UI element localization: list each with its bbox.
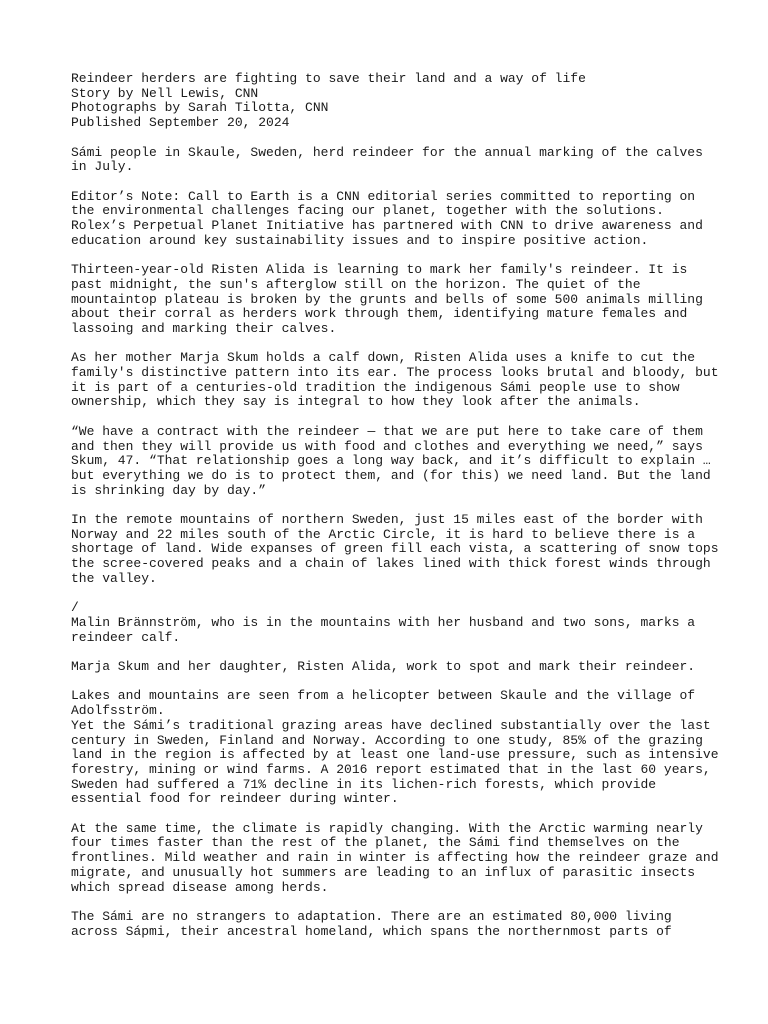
paragraph-5: “We have a contract with the reindeer — that we are put here to take care of them and then they will provide us with food and clothes and everything we need,” says Skum, 47. “That relationship goes a long way back, and it’s difficult to explain … but everything we do is to protect them, and (for this) we need land. But the land is shrinking day by day.” <box>71 423 711 498</box>
caption-block-1: / Malin Brännström, who is in the mountains with her husband and two sons, marks a reindeer calf. <box>71 601 711 645</box>
story-byline: Story by Nell Lewis, CNN <box>71 85 259 101</box>
article-text <box>71 71 719 939</box>
paragraph-1: Sámi people in Skaule, Sweden, herd reindeer for the annual marking of the calves in July. <box>71 144 703 175</box>
paragraph-3: Thirteen-year-old Risten Alida is learning to mark her family's reindeer. It is past midnight, the sun's afterglow still on the horizon. The quiet of the mountaintop plateau is broken by the grunts and bells of some 500 animals milling about their corral as herders work through them, identifying mature females and lassoing and marking their calves. <box>71 262 703 336</box>
separator-slash: / <box>71 600 79 616</box>
paragraph-caption-and-body: Lakes and mountains are seen from a helicopter between Skaule and the village of Adolfsström. Yet the Sámi’s traditional grazing areas have declined substantially over the last century in Sweden, Finland and Norway. According to one study, 85% of the grazing land in the region is affected by at least one land-use pressure, such as intensive forestry, mining or wind farms. A 2016 report estimated that in the last 60 years, Sweden had suffered a 71% decline in its lichen-rich forests, which provide essential food for reindeer during winter. <box>71 688 719 807</box>
photo-byline: Photographs by Sarah Tilotta, CNN <box>71 100 329 116</box>
paragraph-6: In the remote mountains of northern Sweden, just 15 miles east of the border with Norway and 22 miles south of the Arctic Circle, it is hard to believe there is a shortage of land. Wide expanses of green fill each vista, a scattering of snow tops the scree-covered peaks and a chain of lakes lined with thick forest winds through the valley. <box>71 512 719 586</box>
paragraph-adaptation: The Sámi are no strangers to adaptation. There are an estimated 80,000 living across Sápmi, their ancestral homeland, which spans the northernmost parts of <box>71 908 672 939</box>
article-header <box>71 72 711 131</box>
publish-date: Published September 20, 2024 <box>71 115 290 131</box>
paragraph-climate: At the same time, the climate is rapidly changing. With the Arctic warming nearly four times faster than the rest of the planet, the Sámi find themselves on the frontlines. Mild weather and rain in winter is affecting how the reindeer graze and migrate, and unusually hot summers are leading to an influx of parasitic insects which spread disease among herds. <box>71 820 719 895</box>
paragraph-2: Editor’s Note: Call to Earth is a CNN editorial series committed to reporting on the environmental challenges facing our planet, together with the solutions. Rolex’s Perpetual Planet Initiative has partnered with CNN to drive awareness and education around key sustainability issues and to inspire positive action. <box>71 188 703 248</box>
headline: Reindeer herders are fighting to save their land and a way of life <box>71 71 586 86</box>
caption-2: Marja Skum and her daughter, Risten Alida, work to spot and mark their reindeer. <box>71 659 696 674</box>
paragraph-4: As her mother Marja Skum holds a calf down, Risten Alida uses a knife to cut the family's distinctive pattern into its ear. The process looks brutal and bloody, but it is part of a centuries-old tradition the indigenous Sámi people use to show ownership, which they say is integral to how they look after the animals. <box>71 350 719 410</box>
